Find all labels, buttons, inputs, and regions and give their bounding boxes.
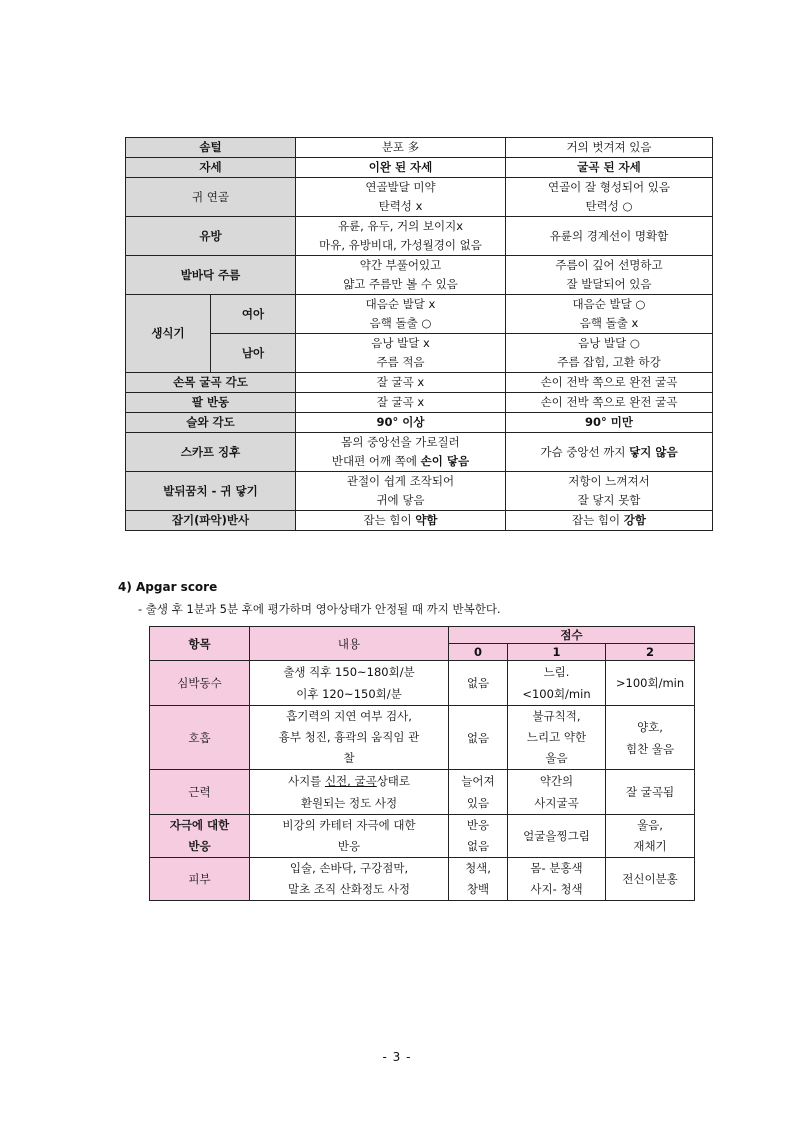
row-label: 손목 굴곡 각도 [126,373,296,393]
cell: 없음 [449,706,508,770]
cell: 연골발달 미약 탄력성 x [296,178,506,217]
item-cell: 근력 [150,770,250,815]
cell: 잘 굴곡됨 [606,770,695,815]
cell: 약간 부풀어있고 얇고 주름만 볼 수 있음 [296,256,506,295]
item-cell: 호흡 [150,706,250,770]
row-label: 유방 [126,217,296,256]
table-row [150,858,695,901]
cell: 이완 된 자세 [296,158,506,178]
cell: 사지를 신전, 굴곡상태로 환원되는 정도 사정 [250,770,449,815]
header-score-0: 0 [449,644,508,661]
section-heading: 4) Apgar score [118,580,218,594]
table-header-row [150,627,695,644]
cell: 청색, 창백 [449,858,508,901]
header-score-1: 1 [508,644,606,661]
cell: 전신이분홍 [606,858,695,901]
cell: 90° 이상 [296,413,506,433]
section-description: - 출생 후 1분과 5분 후에 평가하며 영아상태가 안정될 때 까지 반복한다. [138,602,501,616]
cell: 거의 벗겨져 있음 [506,138,713,158]
cell: 분포 多 [296,138,506,158]
cell: 양호, 힘찬 울음 [606,706,695,770]
cell: 출생 직후 150~180회/분 이후 120~150회/분 [250,661,449,706]
table-row [126,178,713,217]
table-row [150,661,695,706]
table-row [126,511,713,531]
row-label: 생식기 [126,295,211,373]
cell: 입술, 손바닥, 구강점막, 말초 조직 산화정도 사정 [250,858,449,901]
cell: 반응 없음 [449,815,508,858]
cell: 연골이 잘 형성되어 있음 탄력성 ○ [506,178,713,217]
header-score: 점수 [449,627,695,644]
cell: 없음 [449,661,508,706]
cell: 손이 전박 쪽으로 완전 굴곡 [506,393,713,413]
cell: 굴곡 된 자세 [506,158,713,178]
neonatal-maturity-table [125,137,713,531]
cell: 유륜의 경계선이 명확함 [506,217,713,256]
table-row [126,413,713,433]
row-label: 스카프 징후 [126,433,296,472]
item-cell: 피부 [150,858,250,901]
cell: 늘어져 있음 [449,770,508,815]
page-number: - 3 - [382,1050,412,1064]
cell: >100회/min [606,661,695,706]
header-score-2: 2 [606,644,695,661]
table-row [126,158,713,178]
table-row [126,373,713,393]
cell: 잘 굴곡 x [296,393,506,413]
row-label: 발뒤꿈치 - 귀 닿기 [126,472,296,511]
cell: 약간의 사지굴곡 [508,770,606,815]
cell: 손이 전박 쪽으로 완전 굴곡 [506,373,713,393]
table-row [126,334,713,373]
table-row [126,138,713,158]
item-cell: 자극에 대한 반응 [150,815,250,858]
item-cell: 심박동수 [150,661,250,706]
row-label: 잡기(파악)반사 [126,511,296,531]
table-row [126,295,713,334]
cell: 가슴 중앙선 까지 닿지 않음 [506,433,713,472]
row-label: 자세 [126,158,296,178]
cell: 저항이 느껴져서 잘 닿지 못함 [506,472,713,511]
apgar-table [149,626,695,901]
table-row [126,472,713,511]
row-label: 슬와 각도 [126,413,296,433]
cell: 느림. <100회/min [508,661,606,706]
cell: 울음, 재채기 [606,815,695,858]
row-label: 발바닥 주름 [126,256,296,295]
cell: 비강의 카테터 자극에 대한 반응 [250,815,449,858]
table-row [126,256,713,295]
cell: 음낭 발달 x 주름 적음 [296,334,506,373]
cell: 흡기력의 지연 여부 검사, 흉부 청진, 흉곽의 움직임 관 찰 [250,706,449,770]
cell: 대음순 발달 ○ 음핵 돌출 x [506,295,713,334]
table-row [150,815,695,858]
row-label: 솜털 [126,138,296,158]
cell: 얼굴을찡그림 [508,815,606,858]
cell: 불규칙적, 느리고 약한 울음 [508,706,606,770]
cell: 잡는 힘이 약함 [296,511,506,531]
table-row [126,393,713,413]
cell: 잡는 힘이 강함 [506,511,713,531]
header-content: 내용 [250,627,449,661]
row-label: 팔 반동 [126,393,296,413]
table-row [150,770,695,815]
cell: 주름이 깊어 선명하고 잘 발달되어 있음 [506,256,713,295]
cell: 90° 미만 [506,413,713,433]
sub-label: 여아 [211,295,296,334]
table-row [126,217,713,256]
header-item: 항목 [150,627,250,661]
cell: 몸- 분홍색 사지- 청색 [508,858,606,901]
row-label: 귀 연골 [126,178,296,217]
cell: 관절이 쉽게 조작되어 귀에 닿음 [296,472,506,511]
cell: 대음순 발달 x 음핵 돌출 ○ [296,295,506,334]
cell: 음낭 발달 ○ 주름 잡힘, 고환 하강 [506,334,713,373]
cell: 잘 굴곡 x [296,373,506,393]
cell: 유륜, 유두, 거의 보이지x 마유, 유방비대, 가성월경이 없음 [296,217,506,256]
table-row [150,706,695,770]
table-row [126,433,713,472]
cell: 몸의 중앙선을 가로질러 반대편 어깨 쪽에 손이 닿음 [296,433,506,472]
sub-label: 남아 [211,334,296,373]
